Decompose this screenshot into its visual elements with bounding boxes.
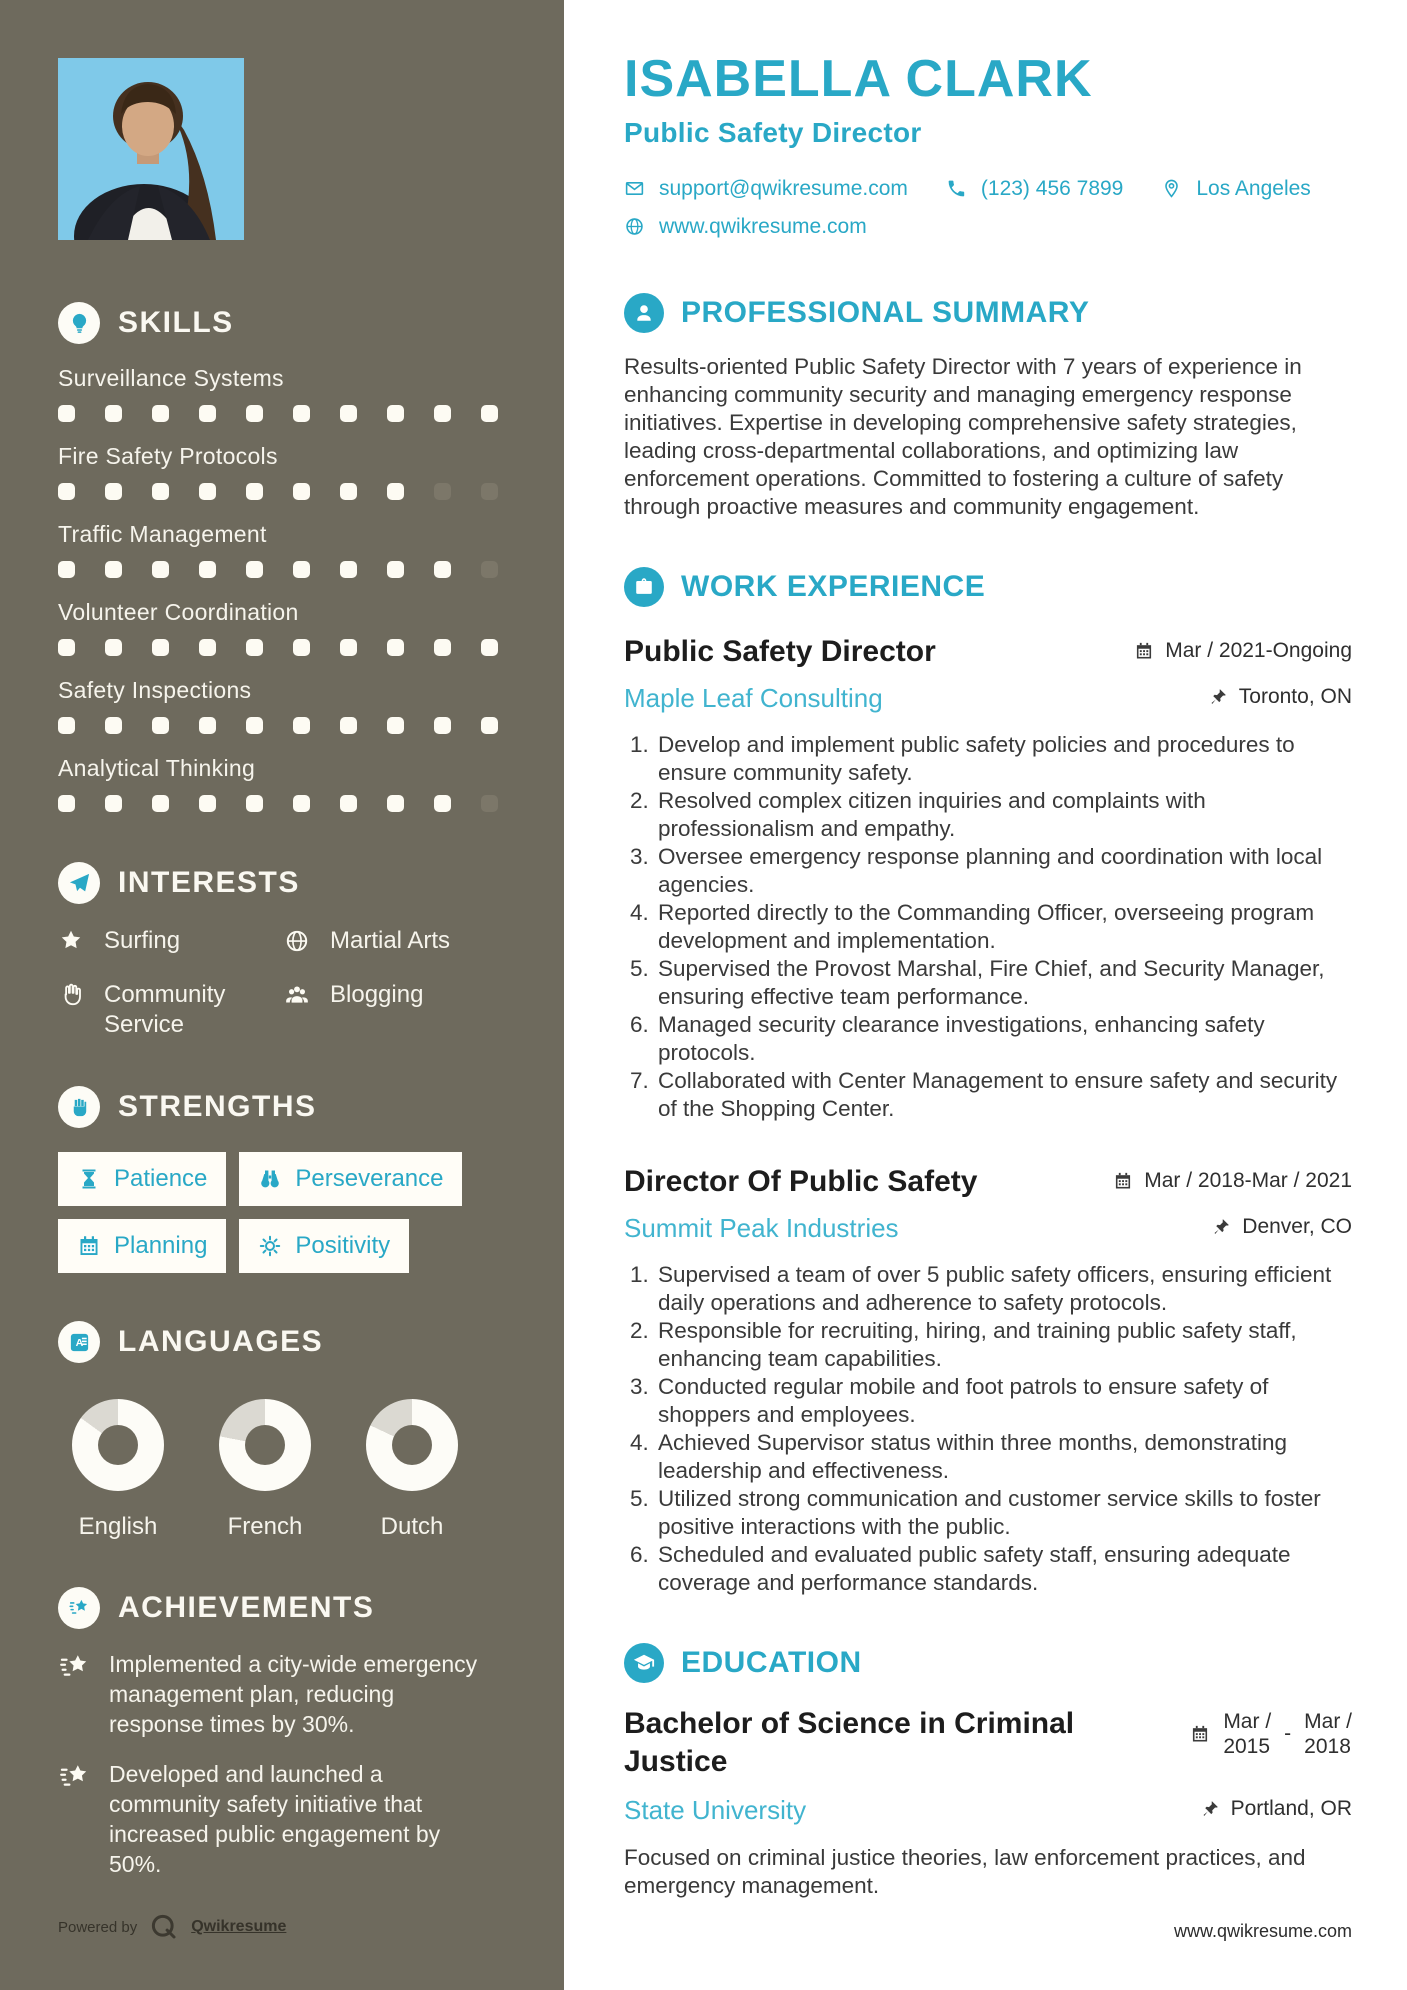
skill-dot-empty [481,483,498,500]
interest-label: Community Service [104,981,226,1038]
skill-dot-filled [340,483,357,500]
experience-header [624,567,1352,607]
interest-item [284,980,506,1040]
language-donut-chart [72,1399,164,1491]
skill-item [58,521,506,578]
strength-chip [239,1219,409,1273]
skill-dot-filled [152,639,169,656]
job-bullet: 3. Oversee emergency response planning and coordination with local agencies. [655,843,1352,899]
company-name: Summit Peak Industries [624,1212,899,1243]
summary-header [624,293,1352,333]
achievement-text: Developed and launched a community safety initiative that increased public engagement by 50%. [109,1761,441,1877]
skill-level-dots [58,483,506,500]
skill-dot-filled [105,561,122,578]
globe-icon [284,928,310,954]
job-dates-text: Mar / 2018-Mar / 2021 [1144,1168,1352,1192]
website-globe-icon [624,216,645,237]
translate-icon [58,1321,100,1363]
degree-title: Bachelor of Science in Criminal Justice [624,1706,1075,1778]
interest-item [58,980,284,1040]
school-name: State University [624,1794,807,1825]
job-bullet: 6. Scheduled and evaluated public safety staff, ensuring adequate coverage and performance standards. [655,1541,1352,1597]
skill-dot-filled [105,717,122,734]
candidate-title: Public Safety Director [624,116,922,148]
skill-dot-filled [199,795,216,812]
skill-item [58,365,506,422]
date-separator: - [1284,1721,1292,1745]
company-name: Maple Leaf Consulting [624,682,883,713]
language-donut-chart [366,1399,458,1491]
contact-phone[interactable] [946,177,1123,201]
skill-dot-filled [152,483,169,500]
paper-plane-icon [58,862,100,904]
qwikresume-logo-icon [149,1912,179,1942]
strength-label: Patience [114,1165,208,1192]
interest-label: Martial Arts [330,927,451,954]
skill-dot-filled [293,561,310,578]
contact-location [1161,177,1310,201]
contact-info [624,177,1352,239]
skill-dot-filled [58,717,75,734]
phone-icon [946,178,967,199]
contact-website[interactable] [624,215,867,239]
interests-header [58,862,506,904]
skill-dot-filled [434,405,451,422]
languages-section [58,1321,506,1541]
skill-level-dots [58,405,506,422]
interests-section [58,862,506,1040]
skill-level-dots [58,561,506,578]
achievements-heading: ACHIEVEMENTS [118,1591,375,1624]
graduation-cap-icon [624,1643,664,1683]
candidate-name: ISABELLA CLARK [624,50,1093,108]
skill-dot-filled [199,639,216,656]
shooting-star-icon [58,1651,92,1685]
skill-dot-filled [340,561,357,578]
job-bullet-list [624,731,1352,1123]
person-icon [624,293,664,333]
language-label: English [78,1513,158,1540]
powered-by-label: Powered by [58,1918,138,1936]
work-experience-section [624,567,1352,1597]
skill-dot-empty [481,561,498,578]
skills-section [58,302,506,812]
interest-label: Blogging [330,981,424,1008]
calendar-icon [1190,1724,1210,1744]
skill-dot-filled [293,639,310,656]
hourglass-icon [77,1167,101,1191]
skill-dot-filled [152,717,169,734]
website-footer-link[interactable]: www.qwikresume.com [1173,1921,1352,1941]
language-label: Dutch [380,1513,444,1540]
language-item [352,1399,472,1541]
skill-dot-filled [293,795,310,812]
strengths-header [58,1086,506,1128]
job-bullet: 2. Responsible for recruiting, hiring, and training public safety staff, enhancing team capabilities. [655,1317,1352,1373]
skill-dot-filled [152,405,169,422]
job-dates [1134,639,1352,663]
skill-item [58,755,506,812]
skill-dot-filled [481,717,498,734]
summary-text: Results-oriented Public Safety Director with 7 years of experience in enhancing community security and managing emergency response initiatives. Expertise in developing comprehensive safety strategies, leading cross-departmental collaborations, and optimizing law enforcement operations. Committed to fostering a culture of safety through proactive measures and community engagement. [624,353,1302,519]
skill-item [58,599,506,656]
job-entry [624,635,1352,1123]
education-dates [1190,1709,1352,1759]
job-entry [624,1165,1352,1597]
interest-label: Surfing [104,927,181,954]
achievements-section [58,1587,506,1879]
skill-dot-filled [58,483,75,500]
location-text: Los Angeles [1196,176,1311,200]
skill-dot-filled [340,717,357,734]
skill-item [58,677,506,734]
skill-dot-filled [58,639,75,656]
job-title: Public Safety Director [624,634,936,668]
skill-dot-filled [434,639,451,656]
skill-dot-filled [246,405,263,422]
skill-name: Volunteer Coordination [58,599,299,625]
qwikresume-brand-link[interactable]: Qwikresume [191,1918,287,1935]
skill-item [58,443,506,500]
strength-chip [58,1152,226,1206]
skill-dot-filled [58,405,75,422]
skill-dot-filled [434,561,451,578]
job-dates-text: Mar / 2021-Ongoing [1165,638,1352,662]
skill-dot-filled [387,483,404,500]
job-location [1208,685,1352,709]
strength-label: Planning [114,1232,208,1259]
profile-photo-illustration [58,58,244,240]
job-dates [1113,1169,1352,1193]
shooting-star-icon [58,1587,100,1629]
education-location-text: Portland, OR [1230,1796,1352,1820]
job-bullet: 1. Develop and implement public safety policies and procedures to ensure community safety. [655,731,1352,787]
job-title: Director Of Public Safety [624,1164,978,1198]
skill-dot-filled [105,639,122,656]
language-item [58,1399,178,1541]
professional-summary-section [624,293,1352,521]
skill-dot-filled [246,717,263,734]
skill-level-dots [58,795,506,812]
experience-heading: WORK EXPERIENCE [681,569,986,603]
skill-dot-filled [199,483,216,500]
skill-dot-filled [246,795,263,812]
skill-dot-empty [481,795,498,812]
skill-dot-filled [246,561,263,578]
skill-name: Analytical Thinking [58,755,256,781]
education-heading: EDUCATION [681,1645,862,1679]
achievement-text: Implemented a city-wide emergency management plan, reducing response times by 30%. [109,1651,478,1737]
job-bullet: 5. Supervised the Provost Marshal, Fire Chief, and Security Manager, ensuring effective team performance. [655,955,1352,1011]
job-location-text: Denver, CO [1242,1214,1352,1238]
sidebar [0,0,564,1990]
skill-dot-filled [387,561,404,578]
sun-icon [258,1234,282,1258]
education-location [1200,1797,1352,1821]
skill-dot-filled [387,405,404,422]
skill-dot-filled [105,405,122,422]
language-item [205,1399,325,1541]
education-end-date: Mar / 2018 [1304,1709,1352,1758]
skill-dot-filled [481,405,498,422]
profile-photo [58,58,244,240]
job-location [1211,1215,1352,1239]
language-donut-chart [219,1399,311,1491]
skill-dot-filled [434,717,451,734]
job-bullet-list [624,1261,1352,1597]
achievement-item [58,1759,506,1879]
job-bullet: 5. Utilized strong communication and customer service skills to foster positive interactions with the public. [655,1485,1352,1541]
skill-dot-filled [199,717,216,734]
job-location-text: Toronto, ON [1238,684,1352,708]
skills-heading: SKILLS [118,306,234,339]
strength-label: Perseverance [295,1165,444,1192]
strength-label: Positivity [295,1232,391,1259]
job-bullet: 4. Reported directly to the Commanding Officer, overseeing program development and implementation. [655,899,1352,955]
skill-dot-empty [434,483,451,500]
star-icon [58,928,84,954]
skill-dot-filled [58,795,75,812]
education-start-date: Mar / 2015 [1223,1709,1272,1758]
skill-dot-filled [340,405,357,422]
skill-dot-filled [387,717,404,734]
briefcase-icon [624,567,664,607]
skill-dot-filled [293,717,310,734]
languages-header [58,1321,506,1363]
skill-dot-filled [293,405,310,422]
job-bullet: 2. Resolved complex citizen inquiries and complaints with professionalism and empathy. [655,787,1352,843]
skill-dot-filled [105,483,122,500]
job-bullet: 3. Conducted regular mobile and foot patrols to ensure safety of shoppers and employees. [655,1373,1352,1429]
skill-dot-filled [246,639,263,656]
skill-dot-filled [387,639,404,656]
skill-dot-filled [340,795,357,812]
website-text: www.qwikresume.com [659,214,867,238]
summary-heading: PROFESSIONAL SUMMARY [681,295,1090,329]
strength-chip [239,1152,462,1206]
pushpin-icon [1200,1799,1220,1819]
language-label: French [227,1513,303,1540]
skill-level-dots [58,717,506,734]
pushpin-icon [1208,687,1228,707]
email-icon [624,178,645,199]
job-bullet: 6. Managed security clearance investigations, enhancing safety protocols. [655,1011,1352,1067]
hand-icon [58,982,84,1008]
skill-dot-filled [340,639,357,656]
interests-heading: INTERESTS [118,866,300,899]
education-section [624,1643,1352,1900]
skill-dot-filled [105,795,122,812]
skill-dot-filled [152,561,169,578]
skill-name: Safety Inspections [58,677,252,703]
skill-dot-filled [293,483,310,500]
skill-dot-filled [246,483,263,500]
skill-name: Surveillance Systems [58,365,284,391]
strengths-section [58,1086,506,1273]
phone-text: (123) 456 7899 [980,176,1124,200]
skill-dot-filled [199,405,216,422]
email-text: support@qwikresume.com [659,176,908,200]
skill-name: Fire Safety Protocols [58,443,278,469]
skill-dot-filled [434,795,451,812]
skill-dot-filled [199,561,216,578]
education-header [624,1643,1352,1683]
users-icon [284,982,310,1008]
shooting-star-icon [58,1761,92,1795]
strengths-heading: STRENGTHS [118,1090,317,1123]
calendar-icon [77,1234,101,1258]
job-bullet: 1. Supervised a team of over 5 public safety officers, ensuring efficient daily operations and adherence to safety protocols. [655,1261,1352,1317]
skill-name: Traffic Management [58,521,267,547]
interest-item [58,926,284,956]
skill-dot-filled [481,639,498,656]
powered-by-footer [58,1912,286,1942]
skills-header [58,302,506,344]
fist-icon [58,1086,100,1128]
calendar-icon [1134,641,1154,661]
contact-email[interactable] [624,177,908,201]
skill-dot-filled [152,795,169,812]
skill-dot-filled [58,561,75,578]
calendar-icon [1113,1171,1133,1191]
job-bullet: 4. Achieved Supervisor status within three months, demonstrating leadership and effectiveness. [655,1429,1352,1485]
education-description: Focused on criminal justice theories, law enforcement practices, and emergency management. [624,1844,1306,1898]
main-content [564,0,1407,1990]
languages-heading: LANGUAGES [118,1325,324,1358]
skill-dot-filled [387,795,404,812]
pushpin-icon [1211,1217,1231,1237]
job-bullet: 7. Collaborated with Center Management to ensure safety and security of the Shopping Center. [655,1067,1352,1123]
interest-item [284,926,506,956]
skill-level-dots [58,639,506,656]
achievement-item [58,1649,506,1739]
lightbulb-icon [58,302,100,344]
binoculars-icon [258,1167,282,1191]
location-pin-icon [1161,178,1182,199]
strength-chip [58,1219,226,1273]
achievements-header [58,1587,506,1629]
